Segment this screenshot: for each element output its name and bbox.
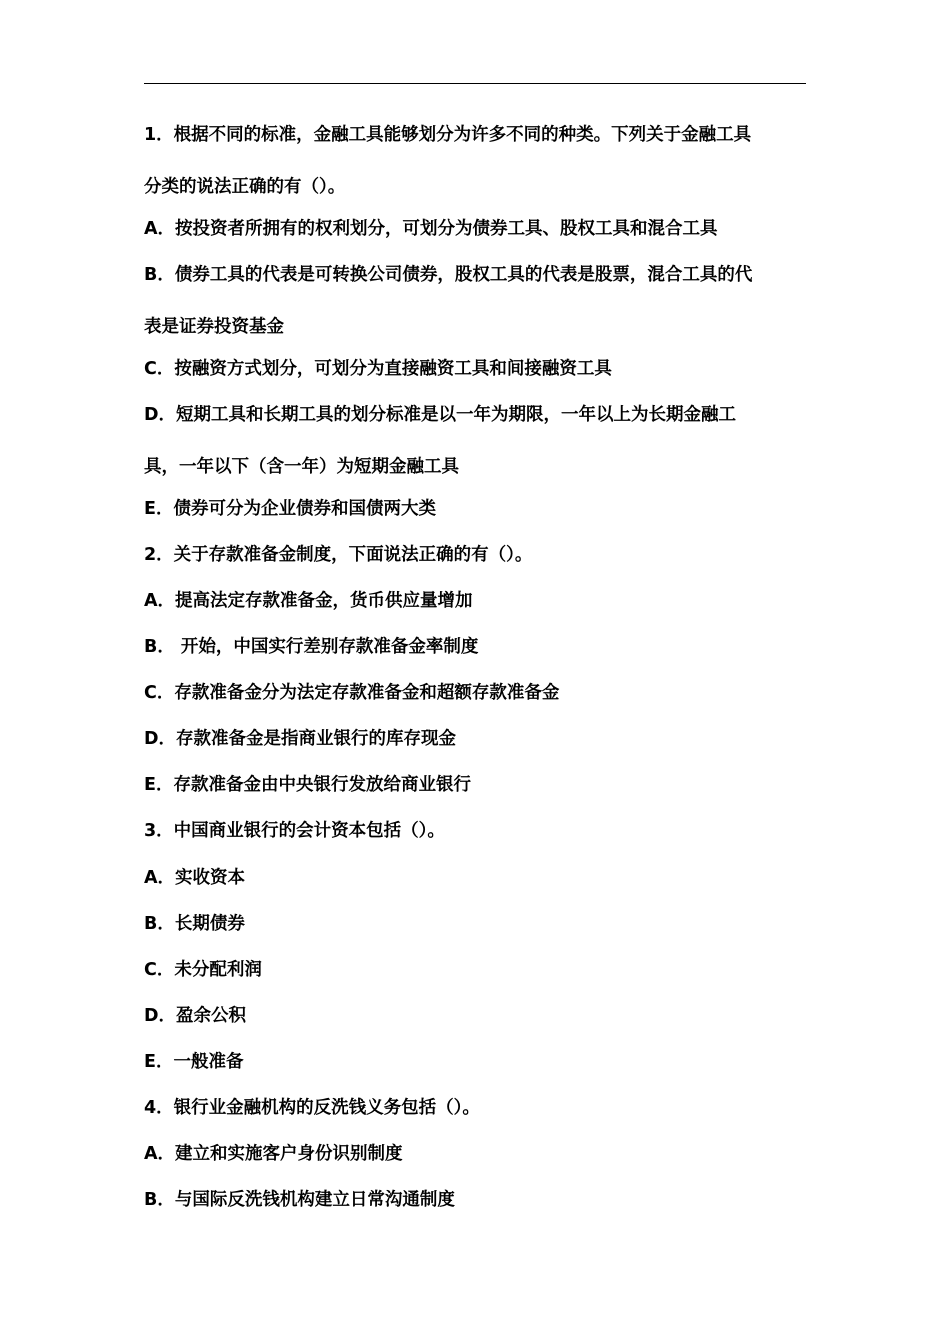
question-4-stem: 4．银行业金融机构的反洗钱义务包括（）。 <box>144 1098 480 1118</box>
question-1-option-e: E．债券可分为企业债券和国债两大类 <box>144 499 436 519</box>
question-1-stem-line-1: 1．根据不同的标准，金融工具能够划分为许多不同的种类。下列关于金融工具 <box>144 125 752 145</box>
question-1-option-c: C．按融资方式划分，可划分为直接融资工具和间接融资工具 <box>144 359 612 379</box>
question-3-option-c: C．未分配利润 <box>144 960 262 980</box>
question-1-stem-line-2: 分类的说法正确的有（）。 <box>144 177 346 197</box>
question-3-option-e: E．一般准备 <box>144 1052 244 1072</box>
question-1-option-b-line-1: B．债券工具的代表是可转换公司债券，股权工具的代表是股票，混合工具的代 <box>144 265 753 285</box>
header-rule <box>144 83 806 84</box>
question-2-option-c: C．存款准备金分为法定存款准备金和超额存款准备金 <box>144 683 560 703</box>
question-2-stem: 2．关于存款准备金制度，下面说法正确的有（）。 <box>144 545 533 565</box>
question-2-option-a: A．提高法定存款准备金，货币供应量增加 <box>144 591 473 611</box>
question-3-stem: 3．中国商业银行的会计资本包括（）。 <box>144 821 445 841</box>
question-3-option-b: B．长期债券 <box>144 914 245 934</box>
question-1-option-a: A．按投资者所拥有的权利划分，可划分为债券工具、股权工具和混合工具 <box>144 219 718 239</box>
question-4-option-b: B．与国际反洗钱机构建立日常沟通制度 <box>144 1190 455 1210</box>
question-1-option-b-line-2: 表是证券投资基金 <box>144 317 284 337</box>
question-2-option-e: E．存款准备金由中央银行发放给商业银行 <box>144 775 471 795</box>
question-1-option-d-line-2: 具，一年以下（含一年）为短期金融工具 <box>144 457 459 477</box>
question-4-option-a: A．建立和实施客户身份识别制度 <box>144 1144 403 1164</box>
question-2-option-d: D．存款准备金是指商业银行的库存现金 <box>144 729 457 749</box>
question-1-option-d-line-1: D．短期工具和长期工具的划分标准是以一年为期限，一年以上为长期金融工 <box>144 405 737 425</box>
question-3-option-a: A．实收资本 <box>144 868 246 888</box>
question-3-option-d: D．盈余公积 <box>144 1006 247 1026</box>
question-2-option-b: B． 开始，中国实行差别存款准备金率制度 <box>144 637 479 657</box>
